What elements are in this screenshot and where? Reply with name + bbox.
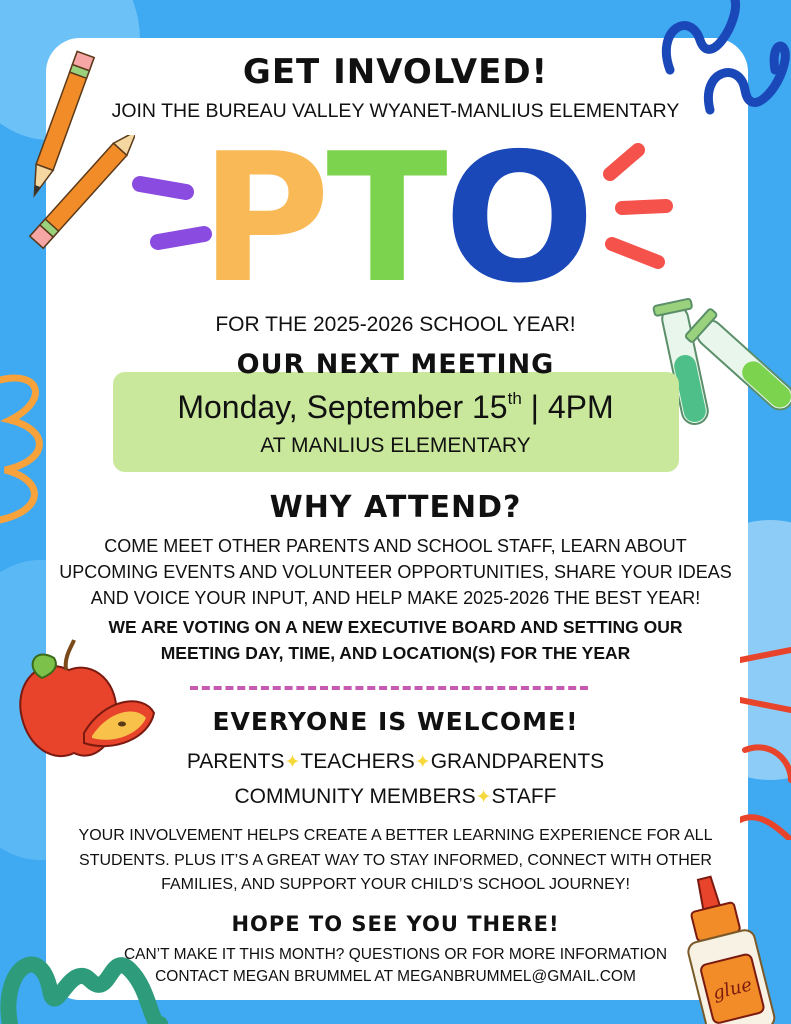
audience-community: COMMUNITY MEMBERS	[234, 785, 476, 808]
why-attend-line: COME MEET OTHER PARENTS AND SCHOOL STAFF, LEARN ABOUT	[104, 536, 687, 556]
meeting-date-suffix: th	[507, 389, 522, 408]
contact-info	[0, 944, 791, 987]
contact-line: CAN’T MAKE IT THIS MONTH? QUESTIONS OR FOR MORE INFORMATION	[123, 946, 668, 963]
squiggle-icon	[740, 640, 791, 840]
meeting-location: AT MANLIUS ELEMENTARY	[260, 434, 531, 457]
audience-teachers: TEACHERS	[300, 750, 415, 773]
star-separator: ✦	[414, 752, 431, 773]
why-attend-line: UPCOMING EVENTS AND VOLUNTEER OPPORTUNITIES, SHARE YOUR IDEAS	[59, 562, 732, 582]
headline: GET INVOLVED!	[242, 52, 549, 92]
involvement-line: STUDENTS. PLUS IT’S A GREAT WAY TO STAY INFORMED, CONNECT WITH OTHER	[79, 851, 712, 869]
involvement-line: YOUR INVOLVEMENT HELPS CREATE A BETTER LEARNING EXPERIENCE FOR ALL	[78, 827, 713, 844]
involvement-text	[0, 824, 791, 898]
star-separator: ✦	[284, 752, 301, 773]
meeting-date	[0, 389, 791, 426]
welcome-heading: EVERYONE IS WELCOME!	[212, 707, 579, 736]
voting-notice	[0, 614, 791, 666]
pto-letter-p: P	[199, 115, 327, 322]
dashed-divider	[190, 686, 588, 690]
audience-staff: STAFF	[491, 785, 557, 808]
meeting-time: | 4PM	[521, 389, 614, 425]
voting-notice-line: MEETING DAY, TIME, AND LOCATION(S) FOR THE YEAR	[160, 643, 631, 663]
pto-title	[0, 115, 791, 322]
why-attend-line: AND VOICE YOUR INPUT, AND HELP MAKE 2025-2026 THE BEST YEAR!	[90, 588, 701, 608]
meeting-heading: OUR NEXT MEETING	[236, 349, 555, 380]
audience-parents: PARENTS	[186, 750, 285, 773]
contact-line: CONTACT MEGAN BRUMMEL AT MEGANBRUMMEL@GMAIL.COM	[155, 967, 636, 985]
voting-notice-line: WE ARE VOTING ON A NEW EXECUTIVE BOARD AND SETTING OUR	[108, 617, 683, 637]
closing-heading: HOPE TO SEE YOU THERE!	[231, 912, 560, 936]
pto-letter-o: O	[443, 115, 592, 322]
audience-grandparents: GRANDPARENTS	[430, 750, 605, 773]
audience-line-2	[0, 785, 791, 809]
why-attend-body	[0, 533, 791, 611]
school-year: FOR THE 2025-2026 SCHOOL YEAR!	[215, 313, 576, 336]
audience-line-1	[0, 750, 791, 774]
why-attend-heading: WHY ATTEND?	[269, 490, 522, 525]
meeting-date-main: Monday, September 15	[177, 389, 508, 425]
subtitle: JOIN THE BUREAU VALLEY WYANET-MANLIUS ELEMENTARY	[111, 100, 680, 122]
star-separator: ✦	[475, 787, 492, 808]
glue-label: glue	[710, 974, 755, 1005]
pto-letter-t: T	[326, 115, 444, 322]
involvement-line: FAMILIES, AND SUPPORT YOUR CHILD’S SCHOOL JOURNEY!	[161, 876, 630, 893]
